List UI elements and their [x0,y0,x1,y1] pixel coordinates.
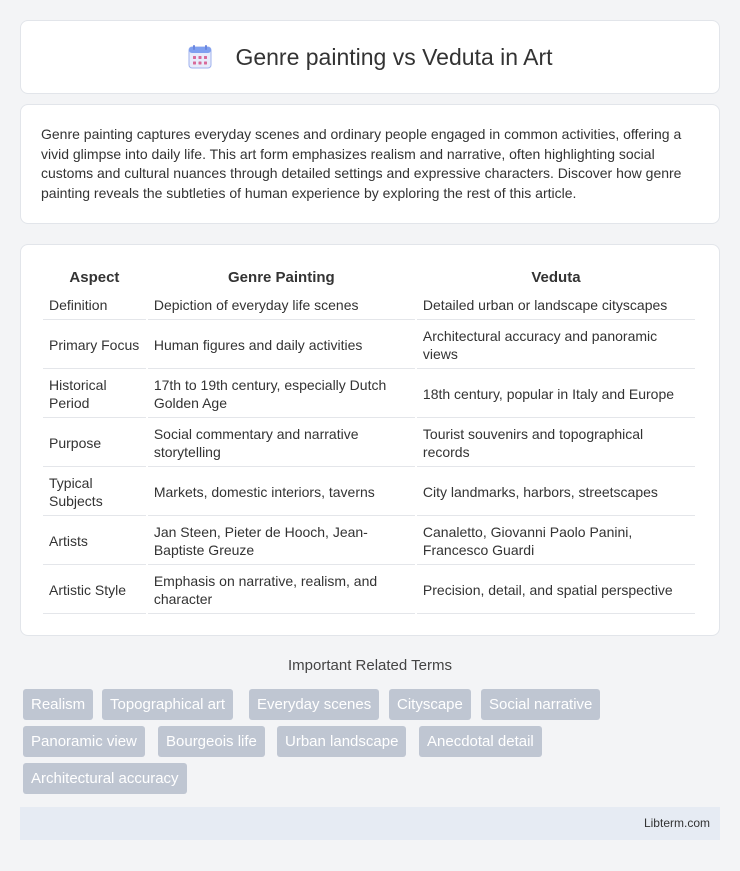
cell-veduta: Precision, detail, and spatial perspective [417,567,695,614]
cell-genre-painting: Depiction of everyday life scenes [148,290,415,320]
cell-aspect: Primary Focus [43,322,146,369]
table-row [43,322,695,369]
footer [20,807,720,840]
footer-site-link[interactable]: Libterm.com [643,816,710,830]
cell-aspect: Typical Subjects [43,469,146,516]
table-row [43,469,695,516]
cell-veduta: Detailed urban or landscape cityscapes [417,290,695,320]
cell-genre-painting: Social commentary and narrative storytelling [148,420,415,467]
tag-architectural-accuracy[interactable]: Architectural accuracy [23,763,187,794]
tag-everyday-scenes[interactable]: Everyday scenes [249,689,379,720]
table-header-row [43,265,695,288]
tag-bourgeois-life[interactable]: Bourgeois life [158,726,265,757]
tag-cityscape[interactable]: Cityscape [389,689,471,720]
cell-veduta: Canaletto, Giovanni Paolo Panini, Francesco Guardi [417,518,695,565]
cell-genre-painting: Human figures and daily activities [148,322,415,369]
tag-realism[interactable]: Realism [23,689,93,720]
cell-aspect: Purpose [43,420,146,467]
title-card [20,20,720,94]
table-row [43,518,695,565]
header-veduta: Veduta [531,269,581,286]
table-row [43,371,695,418]
intro-card [20,104,720,224]
intro-paragraph: Genre painting captures everyday scenes and ordinary people engaged in common activities, offering a vivid glimpse into daily life. This art form emphasizes realism and narrative, often highlighting social customs and cultural nuances through detailed settings and expressive characters. Discover how genre painting reveals the subtleties of human experience by exploring the rest of this article. [41,126,682,201]
cell-veduta: Architectural accuracy and panoramic views [417,322,695,369]
cell-aspect: Definition [43,290,146,320]
cell-genre-painting: Jan Steen, Pieter de Hooch, Jean-Baptiste Greuze [148,518,415,565]
cell-veduta: 18th century, popular in Italy and Europe [417,371,695,418]
calendar-grid-icon [187,44,213,70]
cell-veduta: City landmarks, harbors, streetscapes [417,469,695,516]
related-terms-title: Important Related Terms [288,657,452,674]
page-title: Genre painting vs Veduta in Art [235,43,553,70]
cell-genre-painting: Markets, domestic interiors, taverns [148,469,415,516]
cell-genre-painting: Emphasis on narrative, realism, and character [148,567,415,614]
cell-aspect: Artistic Style [43,567,146,614]
cell-genre-painting: 17th to 19th century, especially Dutch Golden Age [148,371,415,418]
comparison-card [20,244,720,636]
comparison-table [41,263,697,616]
tag-topographical-art[interactable]: Topographical art [102,689,233,720]
tag-panoramic-view[interactable]: Panoramic view [23,726,145,757]
tag-urban-landscape[interactable]: Urban landscape [277,726,406,757]
table-row [43,567,695,614]
table-row [43,290,695,320]
header-aspect: Aspect [69,269,120,286]
table-row [43,420,695,467]
tag-anecdotal-detail[interactable]: Anecdotal detail [419,726,542,757]
tag-social-narrative[interactable]: Social narrative [481,689,600,720]
cell-aspect: Artists [43,518,146,565]
cell-veduta: Tourist souvenirs and topographical records [417,420,695,467]
header-genre-painting: Genre Painting [228,269,335,286]
cell-aspect: Historical Period [43,371,146,418]
